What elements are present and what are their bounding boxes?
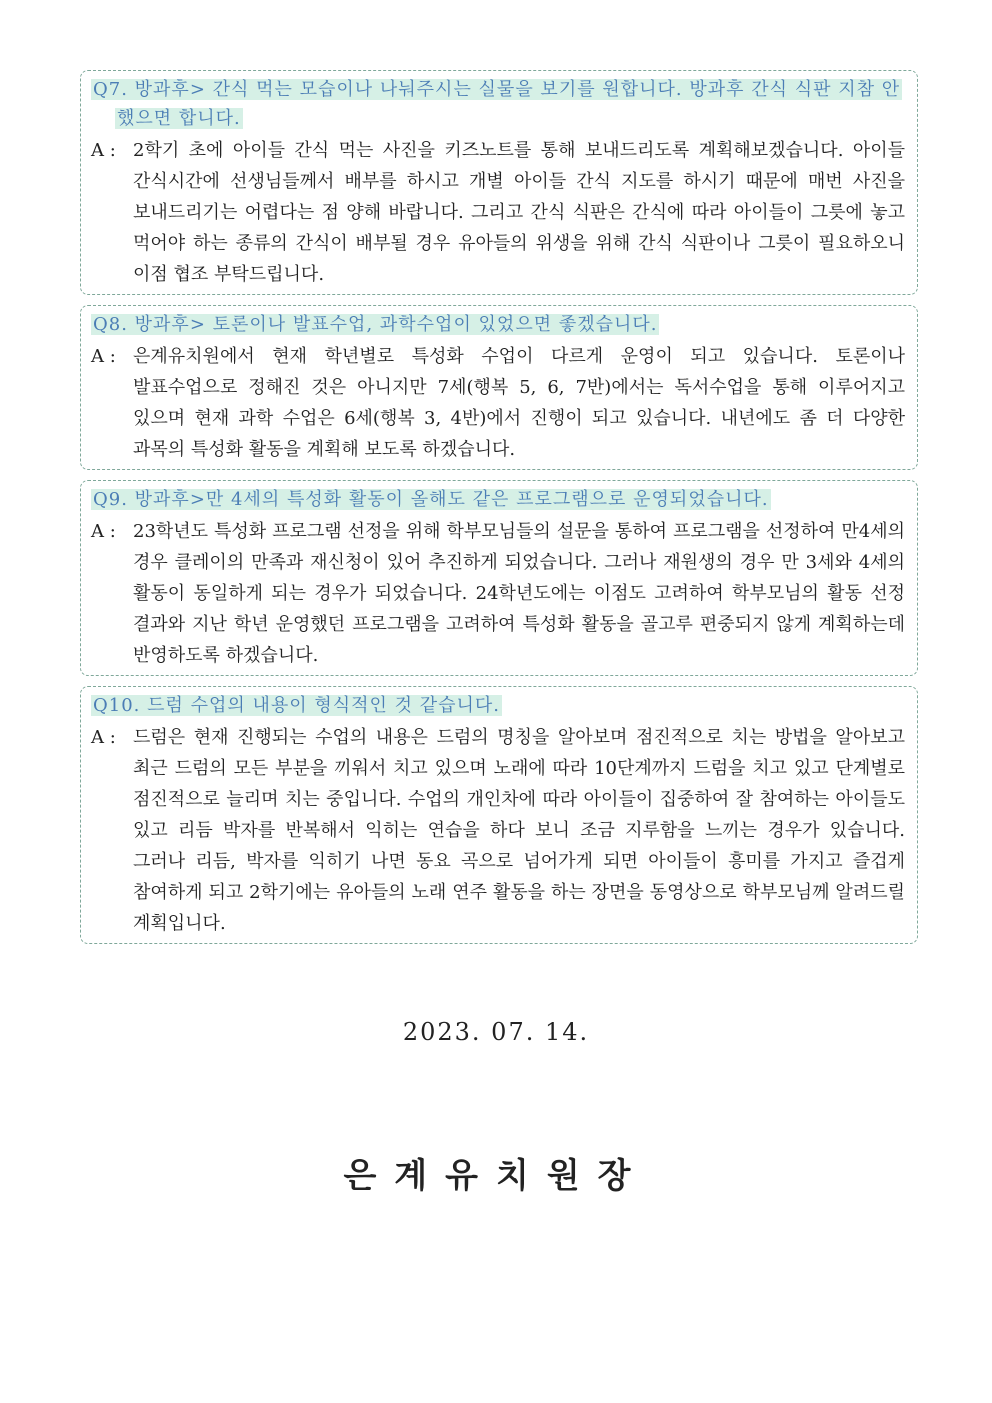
answer-block <box>91 135 905 290</box>
question-text <box>91 485 905 514</box>
answer-label: A : <box>91 521 116 542</box>
answer-text: 드럼은 현재 진행되는 수업의 내용은 드럼의 명칭을 알아보며 점진적으로 치는 방법을 알아보고 최근 드럼의 모든 부분을 끼워서 치고 있으며 노래에 따라 10단계까지 드럼을 치고 있고 단계별로 점진적으로 늘리며 치는 중입니다. 수업의 개인차에 따라 아이들이 집중하여 잘 참여하는 아이들도 있고 리듬 박자를 반복해서 익히는 연습을 하다 보니 조금 지루함을 느끼는 경우가 있습니다. 그러나 리듬, 박자를 익히기 나면 동요 곡으로 넘어가게 되면 아이들이 흥미를 가지고 즐겁게 참여하게 되고 2학기에는 유아들의 노래 연주 활동을 하는 장면을 동영상으로 학부모님께 알려드릴 계획입니다. <box>133 727 905 934</box>
question-highlight: Q10. 드럼 수업의 내용이 형식적인 것 같습니다. <box>93 695 501 716</box>
qa-item-q10 <box>80 686 918 944</box>
question-highlight: Q7. 방과후> 간식 먹는 모습이나 나눠주시는 실물을 보기를 원합니다. 방과후 간식 식판 지참 안했으면 합니다. <box>93 79 901 129</box>
answer-label: A : <box>91 727 116 748</box>
answer-label: A : <box>91 346 116 367</box>
document-date: 2023. 07. 14. <box>402 1018 590 1046</box>
question-text <box>91 691 905 720</box>
qa-item-q8 <box>80 305 918 470</box>
answer-block <box>91 516 905 671</box>
question-highlight: Q8. 방과후> 토론이나 발표수업, 과학수업이 있었으면 좋겠습니다. <box>93 314 658 335</box>
qa-item-q9 <box>80 480 918 676</box>
question-highlight: Q9. 방과후>만 4세의 특성화 활동이 올해도 같은 프로그램으로 운영되었습니다. <box>93 489 769 510</box>
question-text <box>91 310 905 339</box>
answer-label: A : <box>91 140 116 161</box>
answer-text: 2학기 초에 아이들 간식 먹는 사진을 키즈노트를 통해 보내드리도록 계획해보겠습니다. 아이들 간식시간에 선생님들께서 배부를 하시고 개별 아이들 간식 지도를 하시기 때문에 매번 사진을 보내드리기는 어렵다는 점 양해 바랍니다. 그리고 간식 식판은 간식에 따라 아이들이 그릇에 놓고 먹어야 하는 종류의 간식이 배부될 경우 유아들의 위생을 위해 간식 식판이나 그릇이 필요하오니 이점 협조 부탁드립니다. <box>133 140 905 285</box>
qa-item-q7 <box>80 70 918 295</box>
answer-block <box>91 341 905 465</box>
qa-list <box>80 70 918 954</box>
answer-text: 은계유치원에서 현재 학년별로 특성화 수업이 다르게 운영이 되고 있습니다. 토론이나 발표수업으로 정해진 것은 아니지만 7세(행복 5, 6, 7반)에서는 독서수업을 통해 이루어지고 있으며 현재 과학 수업은 6세(행복 3, 4반)에서 진행이 되고 있습니다. 내년에도 좀 더 다양한 과목의 특성화 활동을 계획해 보도록 하겠습니다. <box>133 346 905 460</box>
signer-title: 은계유치원장 <box>343 1156 649 1196</box>
question-text <box>91 75 905 133</box>
answer-block <box>91 722 905 939</box>
answer-text: 23학년도 특성화 프로그램 선정을 위해 학부모님들의 설문을 통하여 프로그램을 선정하여 만4세의 경우 클레이의 만족과 재신청이 있어 추진하게 되었습니다. 그러나 재원생의 경우 만 3세와 4세의 활동이 동일하게 되는 경우가 되었습니다. 24학년도에는 이점도 고려하여 학부모님의 활동 선정 결과와 지난 학년 운영했던 프로그램을 고려하여 특성화 활동을 골고루 편중되지 않게 계획하는데 반영하도록 하겠습니다. <box>133 521 905 666</box>
